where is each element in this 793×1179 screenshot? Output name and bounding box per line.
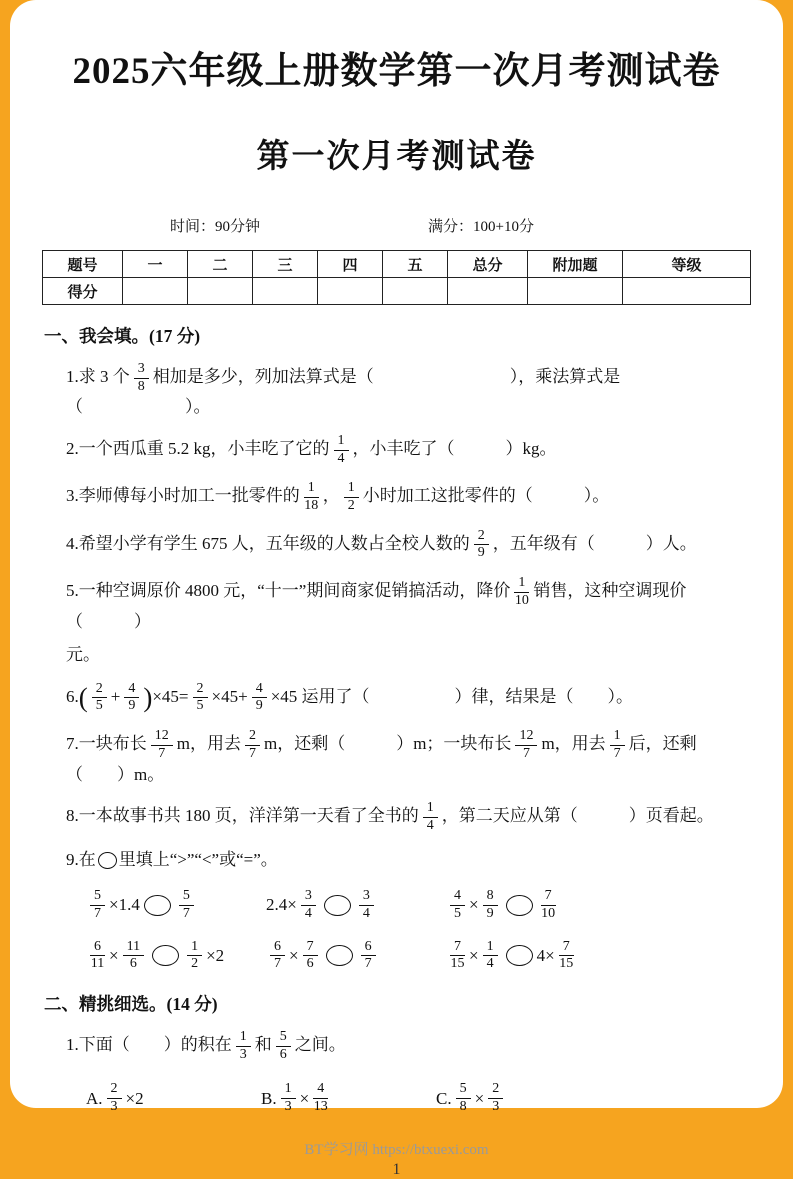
question-1-7: 7.一块布长 $\frac{12}{7}$ m，用去 $\frac{2}{7}$ m，还剩（ ）m；一块布长 $\frac{12}{7}$ m，用去 $\frac{1}{7}$ 后，还剩（ ）m。	[66, 728, 697, 784]
fraction: $\frac{1}{10}$	[514, 575, 529, 608]
fraction: $\frac{2}{5}$	[92, 682, 107, 714]
comparison-item: $\frac{4}{5}$ × $\frac{8}{9}$ $\frac{7}{10}$	[446, 888, 626, 922]
fraction: $\frac{4}{9}$	[252, 682, 267, 714]
comparison-item: $\frac{7}{15}$ × $\frac{1}{4}$ 4× $\frac{7}{15}$	[450, 938, 574, 972]
score-row-label: 得分	[43, 278, 123, 305]
fraction: $\frac{4}{13}$	[313, 1081, 328, 1115]
fraction: $\frac{7}{15}$	[450, 938, 465, 972]
fraction: $\frac{2}{3}$	[107, 1082, 122, 1114]
exam-info-row	[170, 215, 751, 236]
page-number: 1	[392, 1160, 401, 1178]
option-c: C. $\frac{5}{8}$ × $\frac{2}{3}$	[436, 1081, 611, 1115]
option-a: A. $\frac{2}{3}$ ×2	[86, 1081, 144, 1115]
footer-credit[interactable]: BT学习网 https://btxuexi.com	[304, 1141, 489, 1158]
score-header-cell: 一	[123, 251, 188, 278]
question-1-2: 2.一个西瓜重 5.2 kg，小丰吃了它的 $\frac{1}{4}$ ，小丰吃了（ ）kg。	[66, 433, 557, 466]
fraction: $\frac{6}{7}$	[270, 940, 285, 972]
fraction: $\frac{2}{5}$	[193, 682, 208, 714]
fraction: $\frac{6}{11}$	[90, 938, 105, 972]
info-spacer	[260, 215, 428, 236]
fraction: $\frac{2}{3}$	[488, 1082, 503, 1114]
question-1-4: 4.希望小学有学生 675 人，五年级的人数占全校人数的 $\frac{2}{9}$ ，五年级有（ ）人。	[66, 527, 697, 561]
fraction: $\frac{6}{7}$	[361, 940, 376, 972]
comparison-circle	[506, 945, 533, 966]
score-blank-cell	[448, 278, 528, 305]
score-table-score-row	[43, 278, 751, 305]
fraction: $\frac{5}{7}$	[179, 889, 194, 921]
score-header-cell: 总分	[448, 251, 528, 278]
score-blank-cell	[528, 278, 623, 305]
question-1-6: 6.( $\frac{2}{5}$ + $\frac{4}{9}$ )×45= $\frac{2}{5}$ ×45+ $\frac{4}{9}$ ×45 运用了（ ）律，结果是（ ）。	[66, 680, 634, 714]
score-header-cell: 题号	[43, 251, 123, 278]
option-b: B. $\frac{1}{3}$ × $\frac{4}{13}$	[261, 1081, 328, 1115]
score-header-cell: 二	[188, 251, 253, 278]
comparison-item: $\frac{5}{7}$ ×1.4 $\frac{5}{7}$	[86, 888, 266, 922]
exam-paper	[10, 0, 783, 1178]
fraction: $\frac{7}{10}$	[541, 888, 556, 921]
comparison-row-2	[86, 939, 751, 973]
comparison-row-1	[86, 888, 751, 922]
score-header-cell: 四	[318, 251, 383, 278]
comparison-circle	[144, 895, 171, 916]
comparison-item: $\frac{6}{7}$ × $\frac{7}{6}$ $\frac{6}{7}$	[266, 939, 446, 973]
fraction: $\frac{5}{7}$	[90, 889, 105, 921]
question-1-9: 9.在 里填上“>”“<”或“=”。	[66, 849, 278, 869]
fraction: $\frac{7}{6}$	[303, 940, 318, 972]
comparison-item: 2.4× $\frac{3}{4}$ $\frac{3}{4}$	[266, 888, 446, 922]
comparison-circle	[152, 945, 179, 966]
fraction: $\frac{7}{15}$	[559, 938, 574, 972]
score-header-cell: 三	[253, 251, 318, 278]
fraction: $\frac{5}{8}$	[456, 1082, 471, 1114]
fraction: $\frac{4}{9}$	[124, 682, 139, 714]
fraction: $\frac{1}{2}$	[344, 481, 359, 513]
fraction: $\frac{1}{3}$	[281, 1082, 296, 1114]
score-blank-cell	[123, 278, 188, 305]
question-2-1: 1.下面（ ）的积在 $\frac{1}{3}$ 和 $\frac{5}{6}$ 之间。	[66, 1028, 346, 1062]
comparison-item: $\frac{6}{11}$ × $\frac{11}{6}$ $\frac{1}{2}$ ×2	[90, 938, 225, 972]
score-table	[42, 250, 751, 305]
exam-subtitle: 第一次月考测试卷	[256, 139, 537, 175]
section-2-heading: 二、精挑细选。(14 分)	[44, 993, 218, 1014]
fraction: $\frac{1}{7}$	[610, 729, 625, 761]
fraction: $\frac{12}{7}$	[151, 729, 173, 761]
options-row	[86, 1081, 751, 1115]
fraction: $\frac{2}{7}$	[245, 729, 260, 761]
score-blank-cell	[318, 278, 383, 305]
time-label: 时间：90分钟	[170, 219, 261, 235]
fraction: $\frac{1}{4}$	[423, 801, 438, 833]
fraction: $\frac{1}{18}$	[304, 480, 319, 514]
fraction: $\frac{3}{8}$	[134, 362, 149, 394]
question-1-5: 5.一种空调原价 4800 元，“十一”期间商家促销搞活动，降价 $\frac{1}{10}$ 销售，这种空调现价（ ）	[66, 575, 687, 631]
fraction: $\frac{11}{6}$	[123, 940, 144, 972]
fraction: $\frac{12}{7}$	[515, 729, 537, 761]
fraction: $\frac{1}{2}$	[187, 940, 202, 972]
fraction: $\frac{2}{9}$	[474, 529, 489, 561]
comparison-circle	[506, 895, 533, 916]
question-1-5-cont: 元。	[66, 645, 100, 665]
fraction: $\frac{1}{4}$	[334, 434, 349, 466]
score-header-cell: 等级	[623, 251, 751, 278]
big-paren: (	[78, 682, 88, 713]
score-table-header-row	[43, 251, 751, 278]
fraction: $\frac{3}{4}$	[359, 889, 374, 921]
comparison-circle	[326, 945, 353, 966]
big-paren: )	[143, 682, 153, 713]
question-1-1: 1.求 3 个 $\frac{3}{8}$ 相加是多少，列加法算式是（ ），乘法算式是（ ）。	[66, 361, 621, 417]
exam-title: 2025六年级上册数学第一次月考测试卷	[72, 51, 721, 92]
fraction: $\frac{8}{9}$	[483, 889, 498, 921]
score-blank-cell	[623, 278, 751, 305]
fraction: $\frac{5}{6}$	[276, 1030, 291, 1062]
section-1-heading: 一、我会填。(17 分)	[44, 326, 201, 346]
score-blank-cell	[383, 278, 448, 305]
score-header-cell: 五	[383, 251, 448, 278]
full-score-label: 满分：100+10分	[428, 219, 534, 235]
comparison-circle	[98, 852, 117, 869]
score-blank-cell	[253, 278, 318, 305]
fraction: $\frac{1}{4}$	[483, 940, 498, 972]
question-1-3: 3.李师傅每小时加工一批零件的 $\frac{1}{18}$ ， $\frac{1}{2}$ 小时加工这批零件的（ ）。	[66, 480, 610, 514]
fraction: $\frac{4}{5}$	[450, 889, 465, 921]
comparison-circle	[324, 895, 351, 916]
score-header-cell: 附加题	[528, 251, 623, 278]
score-blank-cell	[188, 278, 253, 305]
question-1-8: 8.一本故事书共 180 页，洋洋第一天看了全书的 $\frac{1}{4}$ ，第二天应从第（ ）页看起。	[66, 800, 714, 833]
fraction: $\frac{1}{3}$	[236, 1030, 251, 1062]
fraction: $\frac{3}{4}$	[301, 889, 316, 921]
